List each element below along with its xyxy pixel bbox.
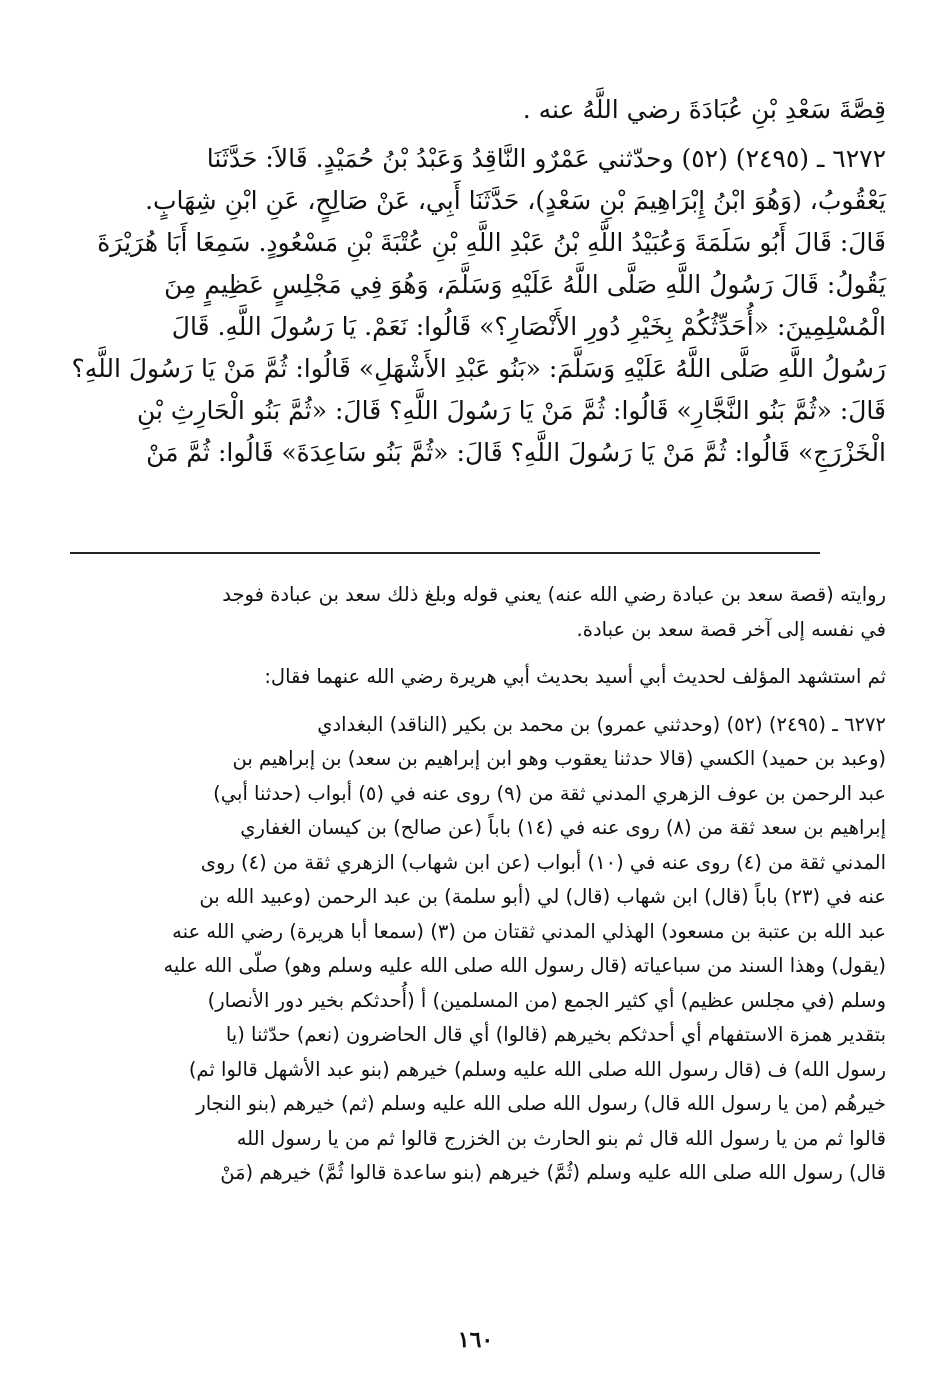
commentary-line: إبراهيم بن سعد ثقة من (٨) روى عنه في (١٤) باباً (عن صالح) بن كيسان الغفاري (240, 816, 886, 839)
hadith-line: الْخَزْرَجِ» قَالُوا: ثُمَّ مَنْ يَا رَسُولَ اللَّهِ؟ قَالَ: «ثُمَّ بَنُو سَاعِدَةَ» قَالُوا: ثُمَّ مَنْ (146, 438, 886, 467)
commentary-line: خيرهُم (من يا رسول الله قال) رسول الله صلى الله عليه وسلم (ثم) خيرهم (بنو النجار (196, 1092, 886, 1115)
commentary-line: رسول الله) ف (قال رسول الله صلى الله عليه وسلم) خيرهم (بنو عبد الأشهل قالوا ثم) (188, 1057, 886, 1081)
commentary-line: (يقول) وهذا السند من سباعياته (قال رسول الله صلى الله عليه وسلم وهو) صلّى الله عليه (163, 954, 886, 977)
main-text (70, 88, 886, 498)
hadith-line: الْمُسْلِمِينَ: «أُحَدِّثُكُمْ بِخَيْرِ دُورِ الأَنْصَارِ؟» قَالُوا: نَعَمْ. يَا رَسُولَ اللَّهِ. قَالَ (171, 312, 886, 341)
commentary-line: عبد الله بن عتبة بن مسعود) الهذلي المدني ثقتان من (٣) (سمعا أبا هريرة) رضي الله عنه (172, 919, 886, 943)
commentary-line: وسلم (في مجلس عظيم) أي كثير الجمع (من المسلمين) أ (أُحدثكم بخير دور الأنصار) (207, 988, 886, 1012)
commentary-line: عنه في (٢٣) باباً (قال) ابن شهاب (قال) لي (أبو سلمة) بن عبد الرحمن (وعبيد الله بن (199, 885, 886, 908)
commentary-line: عبد الرحمن بن عوف الزهري المدني ثقة من (٩) روى عنه في (٥) أبواب (حدثنا أبي) (213, 781, 886, 805)
hadith-line: ٦٢٧٢ ـ (٢٤٩٥) (٥٢) وحدّثني عَمْرٌو النَّاقِدُ وَعَبْدُ بْنُ حُمَيْدٍ. قَالاَ: حَدَّثَنَا (206, 144, 886, 173)
commentary-line: في نفسه إلى آخر قصة سعد بن عبادة. (576, 617, 886, 641)
commentary-line: قال) رسول الله صلى الله عليه وسلم (ثُمَّ) خيرهم (بنو ساعدة قالوا ثُمَّ) خيرهم (مَنْ (220, 1161, 886, 1184)
footnote-divider (70, 552, 820, 554)
commentary-line: (وعبد بن حميد) الكسي (قالا حدثنا يعقوب وهو ابن إبراهيم بن سعد) بن إبراهيم بن (232, 747, 886, 770)
section-heading: قِصَّةَ سَعْدِ بْنِ عُبَادَةَ رضي اللَّهُ عنه . (522, 95, 886, 124)
commentary-line: روايته (قصة سعد بن عبادة رضي الله عنه) يعني قوله وبلغ ذلك سعد بن عبادة فوجد (222, 583, 886, 606)
commentary-line: قالوا ثم من يا رسول الله قال ثم بنو الحارث بن الخزرج قالوا ثم من يا رسول الله (236, 1126, 886, 1150)
hadith-line: يَقُولُ: قَالَ رَسُولُ اللَّهِ صَلَّى اللَّهُ عَلَيْهِ وَسَلَّمَ، وَهُوَ فِي مَجْلِسٍ عَظِيمٍ مِنَ (164, 270, 886, 299)
hadith-text (70, 138, 886, 474)
commentary-line: ثم استشهد المؤلف لحديث أبي أسيد بحديث أبي هريرة رضي الله عنهما فقال: (264, 665, 886, 688)
hadith-line: قَالَ: «ثُمَّ بَنُو النَّجَّارِ» قَالُوا: ثُمَّ مَنْ يَا رَسُولَ اللَّهِ؟ قَالَ: «ثُمَّ بَنُو الْحَارِثِ بْنِ (137, 396, 886, 425)
hadith-line: يَعْقُوبُ، (وَهُوَ ابْنُ إِبْرَاهِيمَ بْنِ سَعْدٍ)، حَدَّثَنَا أَبِي، عَنْ صَالِحٍ، عَنِ ابْنِ شِهَابٍ. (145, 186, 886, 215)
page-number: ١٦٠ (457, 1327, 494, 1353)
commentary-line: ٦٢٧٢ ـ (٢٤٩٥) (٥٢) (وحدثني عمرو) بن محمد بن بكير (الناقد) البغدادي (317, 712, 886, 736)
commentary-line: بتقدير همزة الاستفهام أي أحدثكم بخيرهم (قالوا) أي قال الحاضرون (نعم) حدّثنا (يا (225, 1023, 886, 1046)
commentary (70, 578, 886, 1191)
hadith-line: رَسُولُ اللَّهِ صَلَّى اللَّهُ عَلَيْهِ وَسَلَّمَ: «بَنُو عَبْدِ الأَشْهَلِ» قَالُوا: ثُمَّ مَنْ يَا رَسُولَ اللَّهِ؟ (71, 354, 886, 383)
commentary-line: المدني ثقة من (٤) روى عنه في (١٠) أبواب (عن ابن شهاب) الزهري ثقة من (٤) روى (200, 850, 886, 874)
hadith-line: قَالَ: قَالَ أَبُو سَلَمَةَ وَعُبَيْدُ اللَّهِ بْنُ عَبْدِ اللَّهِ بْنِ عُتْبَةَ بْنِ مَسْعُودٍ. سَمِعَا أَبَا هُرَيْرَةَ (97, 228, 886, 257)
